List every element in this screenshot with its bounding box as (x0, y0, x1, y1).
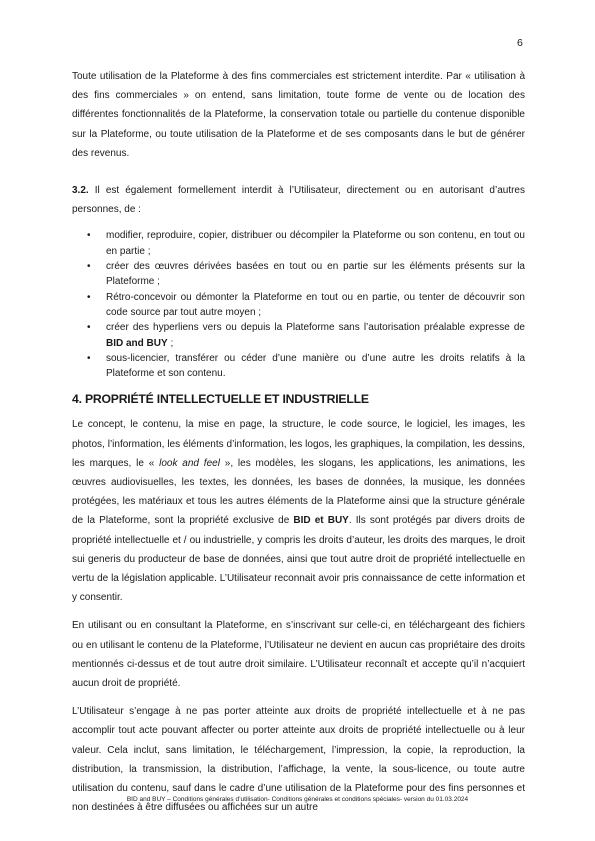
brand-name: BID and BUY (106, 337, 168, 349)
spacer (72, 172, 525, 181)
brand-name: BID et BUY (293, 515, 349, 527)
prohibitions-list (72, 228, 525, 381)
list-item: • sous-licencier, transférer ou céder d’une manière ou d’une autre les droits relatifs à la Plateforme et son contenu. (72, 351, 525, 382)
list-item-text: créer des hyperliens vers ou depuis la Plateforme sans l’autorisation préalable expresse de (106, 322, 525, 334)
document-body (72, 67, 525, 826)
clause-number: 3.2. (72, 185, 89, 197)
paragraph-commercial-use: Toute utilisation de la Plateforme à des fins commerciales est strictement interdite. Par « utilisation à des fins commerciales » on entend, sans limitation, toute forme de vente ou de location des différentes fonctionnalités de la Plateforme, la conservation totale ou partielle du contenue disponible sur la Plateforme, ou toute utilisation de la Plateforme et de ses composants dans le but de générer des revenus. (72, 71, 525, 159)
paragraph-text: », les modèles, les slogans, les applications, les animations, les œuvres audiovisuelles, les textes, les données, les bases de données, la musique, les données protégées, les matériaux et tous les autres éléments de la Plateforme ainsi que la structure générale de la Plateforme, sont la propriété exclusive de (72, 457, 525, 527)
list-item-text: ; (167, 337, 174, 349)
clause-text: Il est également formellement interdit à l’Utilisateur, directement ou en autorisant d’autres personnes, de : (72, 185, 525, 216)
list-item: • modifier, reproduire, copier, distribuer ou décompiler la Plateforme ou son contenu, en tout ou en partie ; (72, 228, 525, 259)
section-heading: 4. PROPRIÉTÉ INTELLECTUELLE ET INDUSTRIELLE (72, 392, 369, 407)
list-item: • créer des œuvres dérivées basées en tout ou en partie sur les éléments présents sur la Plateforme ; (72, 259, 525, 290)
italic-term: look and feel (159, 457, 220, 469)
list-item: • Rétro-concevoir ou démonter la Plateforme en tout ou en partie, ou tenter de découvrir son code source par tout autre moyen ; (72, 290, 525, 321)
paragraph-text: Le concept, le contenu, la mise en page, la structure, le code source, le logiciel, les images, les photos, l’information, les éléments d’information, les logos, les graphiques, la compilation, les dessins, les marques, le « (72, 419, 525, 469)
paragraph-no-transfer: En utilisant ou en consultant la Plateforme, en s’inscrivant sur celle-ci, en téléchargeant des fichiers ou en utilisant le contenu de la Plateforme, l’Utilisateur ne devient en aucun cas propriétaire des droits mentionnés ci-dessus et de tout autre droit similaire. L’Utilisateur reconnaît et accepte qu’il n’acquiert aucun droit de propriété. (72, 620, 525, 690)
paragraph-user-commitment: L’Utilisateur s’engage à ne pas porter atteinte aux droits de propriété intellectuelle et à ne pas accomplir tout acte pouvant affecter ou porter atteinte aux droits de propriété intellectuelle ou à leur valeur. Cela inclut, sans limitation, le téléchargement, l’impression, la copie, la reproduction, la distribution, la transmission, la distribution, l’affichage, la vente, la sous-licence, ou toute autre utilisation du contenu, sauf dans le cadre d’une utilisation de la Plateforme pour des fins personnes et non destinées à être diffusées ou affichées sur un autre (72, 706, 525, 814)
page-footer: BID and BUY – Conditions générales d’utilisation- Conditions générales et conditions spéciales- version du 01.03.2024 (126, 796, 469, 803)
list-item (72, 320, 525, 351)
page-number: 6 (517, 37, 523, 49)
paragraph-text: . Ils sont protégés par divers droits de propriété intellectuelle et / ou industrielle, y compris les droits d’auteur, les droits des marques, le droit sui generis du producteur de base de données, ainsi que tout autre droit de propriété intellectuelle en vertu de la législation applicable. L’Utilisateur reconnait avoir pris connaissance de cette information et y consentir. (72, 515, 525, 604)
paragraph-ip-ownership (72, 415, 525, 607)
clause-3-2 (72, 181, 525, 219)
